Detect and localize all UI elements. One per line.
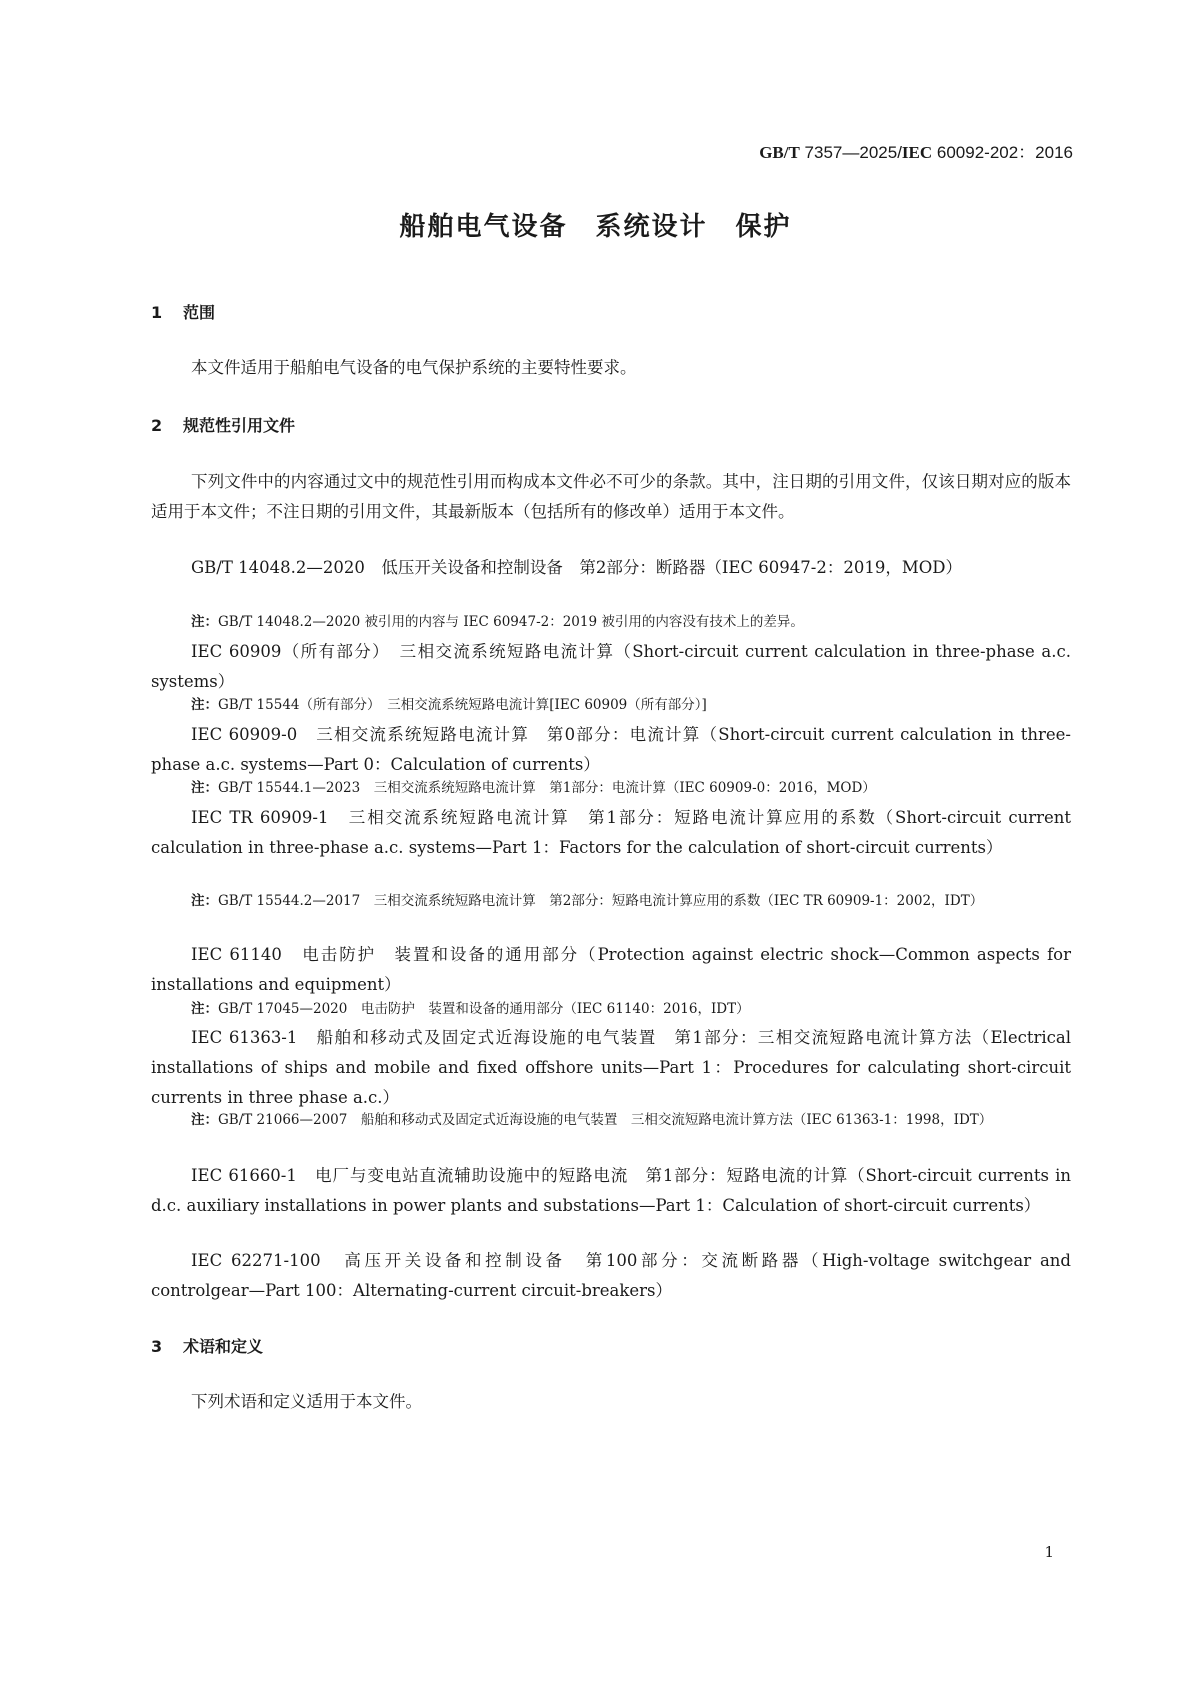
page-number: 1 (1044, 1543, 1054, 1561)
section-number: 2 (151, 416, 163, 435)
iec-prefix: IEC (901, 143, 933, 162)
ref-note (191, 610, 1071, 634)
ref-item: GB/T 14048.2—2020 低压开关设备和控制设备 第2部分：断路器（IEC 60947-2：2019，MOD） (191, 558, 962, 577)
note-text: GB/T 15544.1—2023 三相交流系统短路电流计算 第1部分：电流计算（IEC 60909-0：2016，MOD） (218, 780, 876, 796)
note-label: 注： (191, 614, 218, 630)
note-label: 注： (191, 697, 218, 713)
section-title: 术语和定义 (183, 1337, 264, 1356)
terms-paragraph: 下列术语和定义适用于本文件。 (191, 1392, 422, 1411)
ref-note (191, 1108, 1071, 1132)
scope-paragraph: 本文件适用于船舶电气设备的电气保护系统的主要特性要求。 (191, 358, 637, 377)
ref-item: IEC 60909（所有部分） 三相交流系统短路电流计算（Short-circuit current calculation in three-phase a.c. systems） (151, 642, 1071, 691)
standard-number (759, 138, 1073, 163)
ref-item: IEC 61140 电击防护 装置和设备的通用部分（Protection against electric shock—Common aspects for installations and equipment） (151, 945, 1071, 994)
ref-item: IEC 61363-1 船舶和移动式及固定式近海设施的电气装置 第1部分：三相交流短路电流计算方法（Electrical installations of ships and mobile and fixed offshore units—Part 1：Procedures for calculating short-circuit currents in three phase a.c.） (151, 1028, 1071, 1107)
section-number: 3 (151, 1337, 163, 1356)
ref-item: IEC 60909-0 三相交流系统短路电流计算 第0部分：电流计算（Short-circuit current calculation in three-phase a.c. systems—Part 0：Calculation of currents） (151, 725, 1071, 774)
note-label: 注： (191, 893, 218, 909)
section-title: 范围 (183, 303, 216, 322)
section-number: 1 (151, 303, 163, 322)
document-title: 船舶电气设备 系统设计 保护 (399, 212, 792, 242)
note-text: GB/T 15544.2—2017 三相交流系统短路电流计算 第2部分：短路电流计算应用的系数（IEC TR 60909-1：2002，IDT） (218, 893, 984, 909)
note-text: GB/T 15544（所有部分） 三相交流系统短路电流计算[IEC 60909（所有部分）] (218, 697, 707, 713)
note-label: 注： (191, 1112, 218, 1128)
note-text: GB/T 14048.2—2020 被引用的内容与 IEC 60947-2：2019 被引用的内容没有技术上的差异。 (218, 614, 804, 630)
section-1-heading (151, 300, 215, 323)
note-label: 注： (191, 780, 218, 796)
ref-note (191, 889, 1071, 913)
section-3-heading (151, 1334, 263, 1357)
ref-item: IEC 61660-1 电厂与变电站直流辅助设施中的短路电流 第1部分：短路电流的计算（Short-circuit currents in d.c. auxiliary installations in power plants and substations—Part 1：Calculation of short-circuit currents） (151, 1166, 1071, 1215)
section-2-heading (151, 413, 295, 436)
ref-note (191, 693, 1071, 717)
std-prefix: GB/T (759, 143, 800, 162)
note-text: GB/T 21066—2007 船舶和移动式及固定式近海设施的电气装置 三相交流短路电流计算方法（IEC 61363-1：1998，IDT） (218, 1112, 993, 1128)
ref-note (191, 776, 1071, 800)
ref-item: IEC TR 60909-1 三相交流系统短路电流计算 第1部分：短路电流计算应用的系数（Short-circuit current calculation in three-phase a.c. systems—Part 1：Factors for the calculation of short-circuit currents） (151, 808, 1071, 857)
note-text: GB/T 17045—2020 电击防护 装置和设备的通用部分（IEC 61140：2016，IDT） (218, 1001, 750, 1017)
note-label: 注： (191, 1001, 218, 1017)
ref-note (191, 997, 1071, 1021)
std-number: 7357—2025/ (799, 143, 902, 162)
ref-item: IEC 62271-100 高压开关设备和控制设备 第100部分：交流断路器（High-voltage switchgear and controlgear—Part 100：Alternating-current circuit-breakers） (151, 1251, 1071, 1300)
iec-number: 60092-202：2016 (932, 143, 1073, 162)
refs-intro-paragraph: 下列文件中的内容通过文中的规范性引用而构成本文件必不可少的条款。其中，注日期的引用文件，仅该日期对应的版本适用于本文件；不注日期的引用文件，其最新版本（包括所有的修改单）适用于本文件。 (151, 472, 1071, 521)
section-title: 规范性引用文件 (183, 416, 296, 435)
